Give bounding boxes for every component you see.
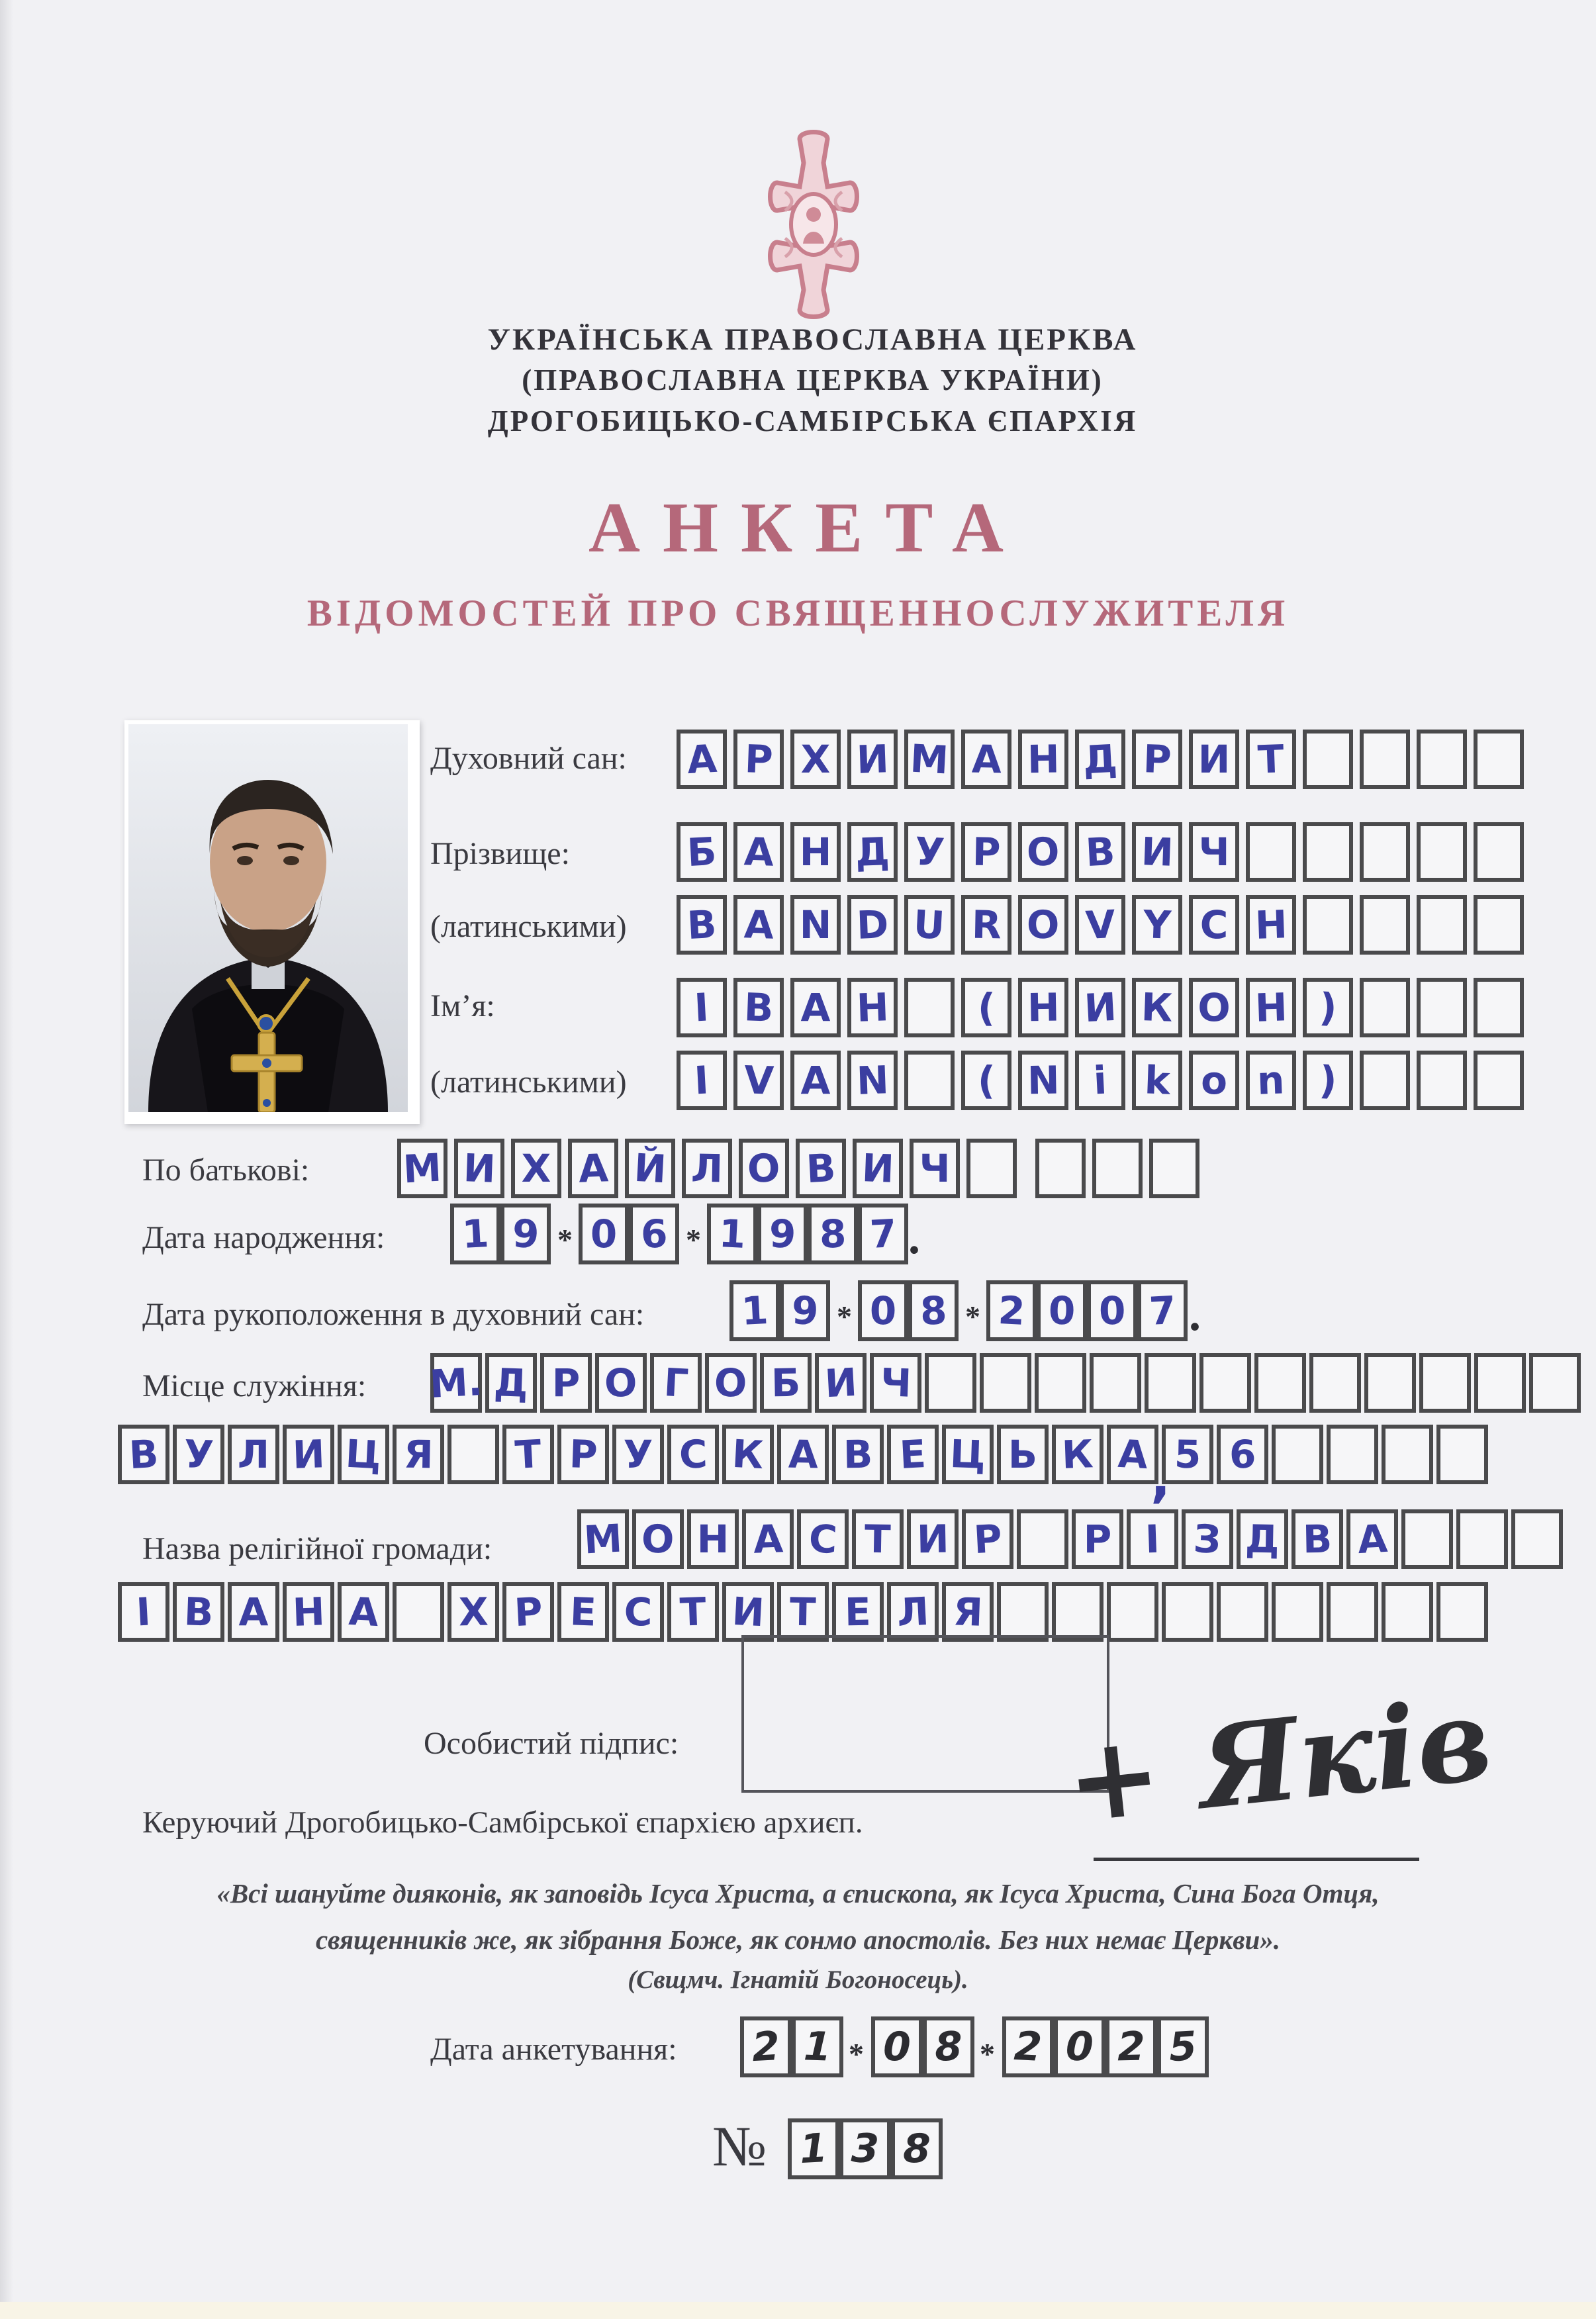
letter-cell bbox=[1246, 822, 1296, 882]
letter-cell: ( bbox=[961, 978, 1011, 1037]
letter-cell: 8 bbox=[808, 1204, 858, 1264]
letter-cell bbox=[1254, 1353, 1306, 1413]
letter-cell: И bbox=[283, 1425, 334, 1484]
label-latynskymy-2: (латинськими) bbox=[430, 1065, 627, 1100]
label-data-narodzhennia: Дата народження: bbox=[142, 1220, 385, 1255]
letter-cell: Н bbox=[687, 1509, 739, 1569]
letter-cell: 8 bbox=[923, 2016, 974, 2077]
letter-cell: В bbox=[832, 1425, 884, 1484]
letter-cell bbox=[1417, 730, 1467, 789]
letter-cell: 8 bbox=[908, 1280, 959, 1341]
letter-cell: Ч bbox=[870, 1353, 921, 1413]
letter-cell: У bbox=[173, 1425, 224, 1484]
letter-cell: Д bbox=[1075, 730, 1125, 789]
letter-cell: В bbox=[1291, 1509, 1343, 1569]
letter-cell: 6 bbox=[1217, 1425, 1268, 1484]
letter-cell: М bbox=[577, 1509, 629, 1569]
letter-cell: 9 bbox=[780, 1280, 830, 1341]
letter-cell: З bbox=[1182, 1509, 1233, 1569]
letter-cell: Н bbox=[790, 822, 841, 882]
letter-cell: Р bbox=[733, 730, 784, 789]
letter-cell: ( bbox=[961, 1051, 1011, 1110]
letter-cell: 0 bbox=[1054, 2016, 1105, 2077]
letter-cell bbox=[980, 1353, 1031, 1413]
letter-cell: О bbox=[705, 1353, 757, 1413]
letter-cell: 0 bbox=[871, 2016, 923, 2077]
letter-cell bbox=[393, 1582, 444, 1642]
letter-cell: А bbox=[790, 978, 841, 1037]
letter-cell bbox=[1417, 895, 1467, 955]
letter-cell bbox=[1474, 822, 1524, 882]
letter-cell: N bbox=[1018, 1051, 1068, 1110]
letter-cell: И bbox=[907, 1509, 959, 1569]
letter-cell: Т bbox=[1246, 730, 1296, 789]
asterisk-anket-1: * bbox=[849, 2037, 864, 2071]
letter-cell: k bbox=[1132, 1051, 1182, 1110]
letter-cell: Р bbox=[557, 1425, 609, 1484]
letter-cell: В bbox=[796, 1139, 846, 1198]
letter-cell: К bbox=[1132, 978, 1182, 1037]
letter-cell: 5 bbox=[1157, 2016, 1209, 2077]
letter-cell: 2 bbox=[740, 2016, 792, 2077]
letter-cell: 9 bbox=[757, 1204, 808, 1264]
letter-cell: О bbox=[595, 1353, 647, 1413]
letter-cell: Т bbox=[667, 1582, 719, 1642]
letter-cell: О bbox=[1189, 978, 1239, 1037]
letter-cell: 2 bbox=[1002, 2016, 1054, 2077]
letter-cell: o bbox=[1189, 1051, 1239, 1110]
letter-cell: Т bbox=[777, 1582, 829, 1642]
letter-cell: Ч bbox=[910, 1139, 960, 1198]
form-title: АНКЕТА bbox=[588, 489, 1026, 567]
quote-line2: священників же, як зібрання Боже, як сонмо апостолів. Без них немає Церкви». bbox=[315, 1924, 1281, 1955]
header-church-line1: УКРАЇНСЬКА ПРАВОСЛАВНА ЦЕРКВА bbox=[487, 322, 1138, 357]
form-subtitle: ВІДОМОСТЕЙ ПРО СВЯЩЕННОСЛУЖИТЕЛЯ bbox=[306, 592, 1290, 634]
letter-cell: Н bbox=[847, 978, 898, 1037]
letter-cell: i bbox=[1075, 1051, 1125, 1110]
letter-cell: 1 bbox=[792, 2016, 843, 2077]
letter-cell bbox=[904, 978, 955, 1037]
letter-cell bbox=[1149, 1139, 1199, 1198]
letter-cell: Б bbox=[677, 822, 727, 882]
dot-birth: . bbox=[908, 1211, 920, 1264]
letter-cell bbox=[1092, 1139, 1143, 1198]
letter-cell: И bbox=[815, 1353, 867, 1413]
letter-cell: В bbox=[173, 1582, 224, 1642]
letter-cell: U bbox=[904, 895, 955, 955]
letter-cell bbox=[1417, 978, 1467, 1037]
asterisk-ord-1: * bbox=[837, 1300, 852, 1333]
letter-cell: Ч bbox=[1189, 822, 1239, 882]
letter-cell: Г bbox=[650, 1353, 702, 1413]
letter-cell: Т bbox=[502, 1425, 554, 1484]
letter-cell: С bbox=[797, 1509, 849, 1569]
letter-cell bbox=[1017, 1509, 1068, 1569]
letter-cell: N bbox=[847, 1051, 898, 1110]
letter-cell: C bbox=[1189, 895, 1239, 955]
letter-cell bbox=[1090, 1353, 1141, 1413]
letter-cell: А bbox=[742, 1509, 794, 1569]
quote-line1: «Всі шануйте дияконів, як заповідь Ісуса Христа, а єпископа, як Ісуса Христа, Сина Бога Отця, bbox=[216, 1878, 1380, 1909]
letter-cell: 2 bbox=[1105, 2016, 1157, 2077]
letter-cell bbox=[1360, 895, 1410, 955]
letter-cell bbox=[1327, 1582, 1378, 1642]
letter-cell: М bbox=[904, 730, 955, 789]
label-osobystyi-pidpys: Особистий підпис: bbox=[424, 1726, 679, 1761]
letter-cell bbox=[1511, 1509, 1563, 1569]
letter-cell: Л bbox=[887, 1582, 939, 1642]
letter-cell: Я bbox=[942, 1582, 994, 1642]
letter-cell bbox=[966, 1139, 1017, 1198]
quote-attribution: (Свщмч. Ігнатій Богоносець). bbox=[628, 1965, 968, 1994]
letter-cell: І bbox=[118, 1582, 169, 1642]
label-number-sign: № bbox=[712, 2114, 767, 2178]
letter-cell: Y bbox=[1132, 895, 1182, 955]
letter-cell: І bbox=[677, 978, 727, 1037]
letter-cell: 1 bbox=[729, 1280, 780, 1341]
letter-cell: И bbox=[1132, 822, 1182, 882]
letter-cell: И bbox=[454, 1139, 504, 1198]
letter-cell: I bbox=[677, 1051, 727, 1110]
letter-cell: B bbox=[677, 895, 727, 955]
asterisk-birth-1: * bbox=[557, 1223, 573, 1256]
letter-cell: A bbox=[790, 1051, 841, 1110]
letter-cell: 7 bbox=[1137, 1280, 1188, 1341]
letter-cell: Е bbox=[832, 1582, 884, 1642]
letter-cell bbox=[1360, 730, 1410, 789]
letter-cell: ) bbox=[1303, 978, 1353, 1037]
letter-cell bbox=[1436, 1582, 1488, 1642]
letter-cell: И bbox=[1189, 730, 1239, 789]
header-church-line2: (ПРАВОСЛАВНА ЦЕРКВА УКРАЇНИ) bbox=[522, 363, 1103, 397]
label-imia: Ім’я: bbox=[430, 988, 495, 1023]
letter-cell: В bbox=[733, 978, 784, 1037]
church-cross-emblem bbox=[739, 123, 888, 326]
label-mistse-sluzhinnia: Місце служіння: bbox=[142, 1368, 367, 1403]
letter-cell: Д bbox=[847, 822, 898, 882]
letter-cell bbox=[1456, 1509, 1508, 1569]
letter-cell bbox=[1417, 1051, 1467, 1110]
letter-cell: І bbox=[1127, 1509, 1178, 1569]
letter-cell: Р bbox=[1072, 1509, 1123, 1569]
letter-cell: Л bbox=[682, 1139, 732, 1198]
handwritten-comma: , bbox=[1150, 1447, 1171, 1509]
letter-cell bbox=[1474, 1051, 1524, 1110]
letter-cell: Й bbox=[625, 1139, 675, 1198]
letter-cell bbox=[1035, 1139, 1086, 1198]
letter-cell: И bbox=[1075, 978, 1125, 1037]
letter-cell bbox=[1419, 1353, 1471, 1413]
letter-cell: 1 bbox=[788, 2118, 839, 2179]
label-keruiuchyi: Керуючий Дрогобицько-Самбірської єпархією архиєп. bbox=[142, 1805, 863, 1840]
letter-cell: Д bbox=[485, 1353, 537, 1413]
letter-cell: Б bbox=[760, 1353, 812, 1413]
letter-cell bbox=[904, 1051, 955, 1110]
letter-cell bbox=[1272, 1582, 1323, 1642]
letter-cell bbox=[1436, 1425, 1488, 1484]
personal-signature-box bbox=[741, 1635, 1109, 1793]
letter-cell: А bbox=[338, 1582, 389, 1642]
letter-cell bbox=[1382, 1582, 1433, 1642]
letter-cell bbox=[1303, 895, 1353, 955]
letter-cell: R bbox=[961, 895, 1011, 955]
letter-cell: 2 bbox=[986, 1280, 1037, 1341]
letter-cell: Х bbox=[511, 1139, 561, 1198]
letter-cell bbox=[1474, 1353, 1526, 1413]
letter-cell: И bbox=[853, 1139, 903, 1198]
letter-cell: Р bbox=[962, 1509, 1013, 1569]
letter-cell bbox=[1217, 1582, 1268, 1642]
dot-ord: . bbox=[1189, 1288, 1201, 1341]
letter-cell bbox=[997, 1582, 1049, 1642]
letter-cell: М bbox=[397, 1139, 447, 1198]
letter-cell: И bbox=[722, 1582, 774, 1642]
archbishop-signature: + Яків bbox=[1060, 1672, 1497, 1850]
label-latynskymy-1: (латинськими) bbox=[430, 909, 627, 944]
letter-cell: О bbox=[739, 1139, 789, 1198]
label-hromada: Назва релігійної громади: bbox=[142, 1531, 493, 1566]
signature-underline bbox=[1094, 1858, 1419, 1861]
letter-cell: У bbox=[612, 1425, 664, 1484]
letter-cell: А bbox=[777, 1425, 829, 1484]
letter-cell: В bbox=[118, 1425, 169, 1484]
header-eparchy-line3: ДРОГОБИЦЬКО-САМБІРСЬКА ЄПАРХІЯ bbox=[487, 404, 1138, 438]
letter-cell bbox=[1327, 1425, 1378, 1484]
letter-cell: Н bbox=[1246, 978, 1296, 1037]
letter-cell: А bbox=[228, 1582, 279, 1642]
letter-cell: А bbox=[677, 730, 727, 789]
letter-cell: 8 bbox=[891, 2118, 943, 2179]
label-dukhovnyi-san: Духовний сан: bbox=[430, 741, 627, 776]
letter-cell: Л bbox=[228, 1425, 279, 1484]
letter-cell bbox=[1474, 895, 1524, 955]
letter-cell bbox=[1360, 1051, 1410, 1110]
letter-cell: N bbox=[790, 895, 841, 955]
scanner-bottom-strip bbox=[0, 2302, 1596, 2319]
letter-cell bbox=[1360, 822, 1410, 882]
clergyman-photo bbox=[124, 720, 420, 1124]
letter-cell: А bbox=[568, 1139, 618, 1198]
letter-cell bbox=[1474, 978, 1524, 1037]
letter-cell bbox=[1162, 1582, 1213, 1642]
letter-cell bbox=[1272, 1425, 1323, 1484]
letter-cell: 5 bbox=[1162, 1425, 1213, 1484]
letter-cell: О bbox=[632, 1509, 684, 1569]
letter-cell bbox=[447, 1425, 499, 1484]
letter-cell bbox=[1052, 1582, 1103, 1642]
letter-cell: Д bbox=[1237, 1509, 1288, 1569]
letter-cell: H bbox=[1246, 895, 1296, 955]
letter-cell: Ь bbox=[997, 1425, 1049, 1484]
letter-cell: 1 bbox=[450, 1204, 500, 1264]
letter-cell: Х bbox=[790, 730, 841, 789]
letter-cell: И bbox=[847, 730, 898, 789]
letter-cell bbox=[1303, 822, 1353, 882]
letter-cell: Ц bbox=[942, 1425, 994, 1484]
asterisk-anket-2: * bbox=[980, 2037, 995, 2071]
letter-cell bbox=[1303, 730, 1353, 789]
letter-cell bbox=[1199, 1353, 1251, 1413]
letter-cell: V bbox=[1075, 895, 1125, 955]
letter-cell: Н bbox=[1018, 978, 1068, 1037]
letter-cell bbox=[1474, 730, 1524, 789]
letter-cell bbox=[1309, 1353, 1361, 1413]
letter-cell: Т bbox=[852, 1509, 904, 1569]
letter-cell: С bbox=[612, 1582, 664, 1642]
letter-cell: А bbox=[1107, 1425, 1158, 1484]
letter-cell: Е bbox=[887, 1425, 939, 1484]
letter-cell: 1 bbox=[707, 1204, 757, 1264]
label-data-anketuvannia: Дата анкетування: bbox=[430, 2032, 677, 2067]
letter-cell bbox=[1401, 1509, 1453, 1569]
letter-cell bbox=[1382, 1425, 1433, 1484]
letter-cell: A bbox=[733, 895, 784, 955]
letter-cell: Е bbox=[557, 1582, 609, 1642]
letter-cell bbox=[1529, 1353, 1581, 1413]
letter-cell: К bbox=[1052, 1425, 1103, 1484]
label-prizvyshche: Прізвище: bbox=[430, 836, 570, 871]
letter-cell: D bbox=[847, 895, 898, 955]
letter-cell: О bbox=[1018, 822, 1068, 882]
asterisk-birth-2: * bbox=[686, 1223, 701, 1256]
letter-cell: 6 bbox=[629, 1204, 679, 1264]
letter-cell: В bbox=[1075, 822, 1125, 882]
letter-cell bbox=[1364, 1353, 1416, 1413]
letter-cell bbox=[1360, 978, 1410, 1037]
letter-cell: Р bbox=[540, 1353, 592, 1413]
letter-cell: К bbox=[722, 1425, 774, 1484]
label-data-rukopolozhennia: Дата рукоположення в духовний сан: bbox=[142, 1297, 645, 1332]
letter-cell: Х bbox=[447, 1582, 499, 1642]
asterisk-ord-2: * bbox=[965, 1300, 980, 1333]
letter-cell: Я bbox=[393, 1425, 444, 1484]
letter-cell bbox=[1417, 822, 1467, 882]
letter-cell: 3 bbox=[839, 2118, 891, 2179]
letter-cell bbox=[1145, 1353, 1196, 1413]
letter-cell: Р bbox=[961, 822, 1011, 882]
letter-cell: У bbox=[904, 822, 955, 882]
letter-cell: Н bbox=[283, 1582, 334, 1642]
label-po-batkovi: По батькові: bbox=[142, 1153, 310, 1188]
letter-cell: Р bbox=[502, 1582, 554, 1642]
letter-cell: 0 bbox=[1037, 1280, 1087, 1341]
letter-cell: 9 bbox=[500, 1204, 551, 1264]
letter-cell: А bbox=[1346, 1509, 1398, 1569]
letter-cell: O bbox=[1018, 895, 1068, 955]
letter-cell: С bbox=[667, 1425, 719, 1484]
letter-cell bbox=[925, 1353, 976, 1413]
letter-cell: Ц bbox=[338, 1425, 389, 1484]
letter-cell bbox=[1035, 1353, 1086, 1413]
letter-cell: А bbox=[961, 730, 1011, 789]
letter-cell: ) bbox=[1303, 1051, 1353, 1110]
letter-cell: 0 bbox=[1087, 1280, 1137, 1341]
letter-cell: Н bbox=[1018, 730, 1068, 789]
letter-cell bbox=[1107, 1582, 1158, 1642]
letter-cell: 0 bbox=[579, 1204, 629, 1264]
letter-cell: V bbox=[733, 1051, 784, 1110]
letter-cell: 7 bbox=[858, 1204, 908, 1264]
letter-cell: 0 bbox=[858, 1280, 908, 1341]
letter-cell: Р bbox=[1132, 730, 1182, 789]
letter-cell: М. bbox=[430, 1353, 482, 1413]
letter-cell: n bbox=[1246, 1051, 1296, 1110]
letter-cell: А bbox=[733, 822, 784, 882]
